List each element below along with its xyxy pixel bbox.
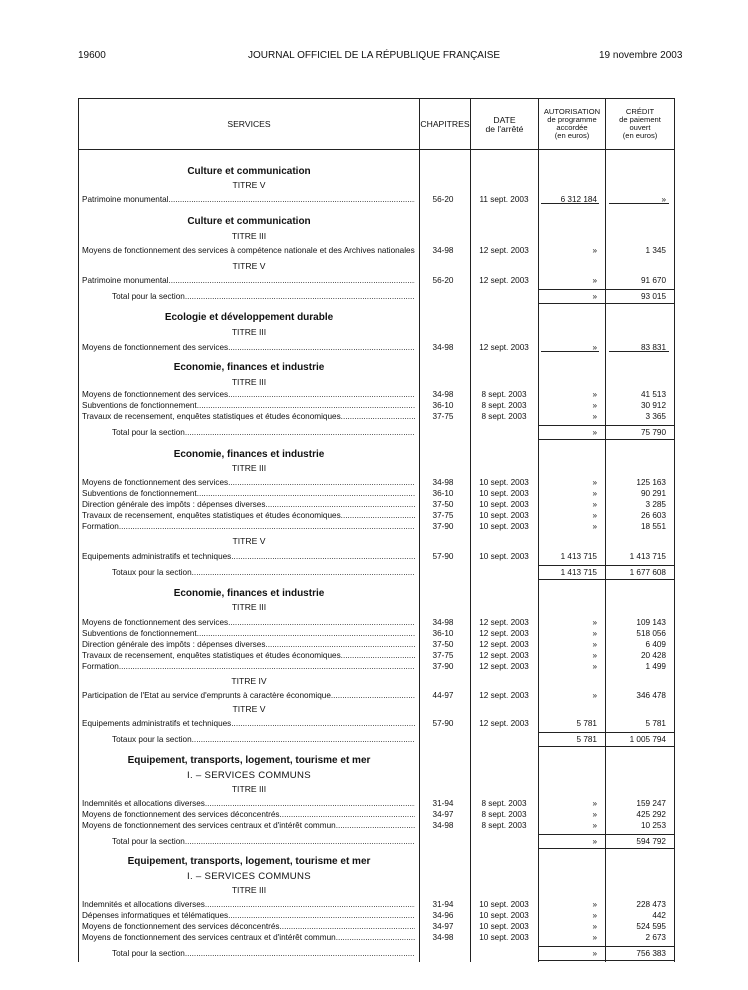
- credit-cell: 109 143: [636, 618, 666, 627]
- table-row: [79, 628, 674, 639]
- credit-cell: 18 551: [640, 522, 666, 531]
- service-label: Travaux de recensement, enquêtes statistiques et études économiques .....: [82, 411, 415, 422]
- table-row: [79, 690, 674, 701]
- credit-cell: 159 247: [636, 799, 666, 808]
- credit-cell: 2 673: [645, 933, 666, 942]
- table-row: [79, 661, 674, 672]
- credit-cell: 425 292: [636, 810, 666, 819]
- service-label: Total pour la section .....: [112, 836, 415, 847]
- credit-cell: 90 291: [640, 489, 666, 498]
- autorisation-cell: »: [592, 390, 597, 399]
- table-row: [79, 400, 674, 411]
- cell-underline: [541, 351, 599, 352]
- total-box: [538, 565, 674, 580]
- date-cell: 10 sept. 2003: [479, 489, 529, 498]
- service-label: Direction générale des impôts : dépenses diverses .....: [82, 499, 415, 510]
- chapitre-cell: 34-98: [432, 618, 454, 627]
- date-cell: 12 sept. 2003: [479, 651, 529, 660]
- titre-heading: TITRE III: [231, 602, 267, 612]
- service-label: Subventions de fonctionnement .....: [82, 400, 415, 411]
- credit-cell: 41 513: [640, 390, 666, 399]
- credit-cell: 1 005 794: [629, 735, 666, 744]
- service-label: Equipements administratifs et techniques .....: [82, 551, 415, 562]
- service-label: Direction générale des impôts : dépenses diverses .....: [82, 639, 415, 650]
- col-autorisation-line3: accordée: [556, 123, 588, 132]
- table-row: [79, 499, 674, 510]
- autorisation-cell: »: [592, 900, 597, 909]
- credit-cell: 75 790: [640, 428, 666, 437]
- service-label: Total pour la section .....: [112, 291, 415, 302]
- cell-underline: [609, 203, 669, 204]
- date-cell: 8 sept. 2003: [481, 799, 527, 808]
- titre-heading: TITRE V: [232, 536, 266, 546]
- date-cell: 10 sept. 2003: [479, 900, 529, 909]
- date-cell: 12 sept. 2003: [479, 640, 529, 649]
- titre-heading: TITRE IV: [231, 676, 267, 686]
- table-row: [79, 477, 674, 488]
- chapitre-cell: 36-10: [432, 489, 454, 498]
- credit-cell: 1 499: [645, 662, 666, 671]
- col-services: SERVICES: [227, 119, 271, 129]
- date-cell: 8 sept. 2003: [481, 821, 527, 830]
- service-label: Moyens de fonctionnement des services centraux et d'intérêt commun .....: [82, 932, 415, 943]
- col-autorisation-line2: de programme: [547, 115, 597, 124]
- autorisation-cell: 5 781: [576, 719, 597, 728]
- autorisation-cell: »: [592, 810, 597, 819]
- autorisation-cell: »: [592, 640, 597, 649]
- chapitre-cell: 36-10: [432, 629, 454, 638]
- service-label: Moyens de fonctionnement des services déconcentrés .....: [82, 809, 415, 820]
- service-label: Moyens de fonctionnement des services déconcentrés .....: [82, 921, 415, 932]
- table-row: [79, 521, 674, 532]
- total-box: [538, 732, 674, 747]
- credit-cell: 20 428: [640, 651, 666, 660]
- service-label: Totaux pour la section .....: [112, 734, 415, 745]
- autorisation-cell: »: [592, 500, 597, 509]
- service-label: Moyens de fonctionnement des services .....: [82, 477, 415, 488]
- autorisation-cell: 1 413 715: [560, 568, 597, 577]
- titre-heading: TITRE III: [231, 377, 267, 387]
- autorisation-cell: »: [592, 651, 597, 660]
- credit-cell: 3 285: [645, 500, 666, 509]
- autorisation-cell: »: [592, 662, 597, 671]
- credit-cell: 3 365: [645, 412, 666, 421]
- chapitre-cell: 31-94: [432, 799, 454, 808]
- date-cell: 8 sept. 2003: [481, 810, 527, 819]
- service-label: Moyens de fonctionnement des services centraux et d'intérêt commun .....: [82, 820, 415, 831]
- table-row: [79, 921, 674, 932]
- service-label: Total pour la section .....: [112, 948, 415, 959]
- date-cell: 12 sept. 2003: [479, 662, 529, 671]
- col-credit: [606, 108, 674, 140]
- credit-cell: 518 056: [636, 629, 666, 638]
- service-label: Moyens de fonctionnement des services .....: [82, 617, 415, 628]
- date-cell: 12 sept. 2003: [479, 276, 529, 285]
- col-credit-line4: (en euros): [622, 131, 658, 140]
- service-label: Formation .....: [82, 521, 415, 532]
- chapitre-cell: 34-98: [432, 933, 454, 942]
- date-cell: 8 sept. 2003: [481, 412, 527, 421]
- service-label: Moyens de fonctionnement des services .....: [82, 342, 415, 353]
- table-row: [79, 275, 674, 286]
- col-credit-line3: ouvert: [629, 123, 651, 132]
- autorisation-cell: 5 781: [576, 735, 597, 744]
- credit-cell: 5 781: [645, 719, 666, 728]
- total-box: [538, 289, 674, 304]
- service-label: Moyens de fonctionnement des services .....: [82, 389, 415, 400]
- section-title: Culture et communication: [187, 166, 311, 177]
- total-box: [538, 834, 674, 849]
- date-cell: 12 sept. 2003: [479, 343, 529, 352]
- chapitre-cell: 34-98: [432, 821, 454, 830]
- col-credit-line2: de paiement: [619, 115, 661, 124]
- date-cell: 10 sept. 2003: [479, 500, 529, 509]
- autorisation-cell: 1 413 715: [560, 552, 597, 561]
- credit-cell: 228 473: [636, 900, 666, 909]
- autorisation-cell: »: [592, 522, 597, 531]
- chapitre-cell: 34-98: [432, 390, 454, 399]
- credit-cell: 1 413 715: [629, 552, 666, 561]
- autorisation-cell: »: [592, 618, 597, 627]
- credit-cell: 125 163: [636, 478, 666, 487]
- section-title: Equipement, transports, logement, tourisme et mer: [127, 755, 371, 766]
- autorisation-cell: »: [592, 401, 597, 410]
- autorisation-cell: »: [592, 949, 597, 958]
- credit-cell: 442: [652, 911, 666, 920]
- credit-cell: 6 409: [645, 640, 666, 649]
- date-cell: 12 sept. 2003: [479, 719, 529, 728]
- table-row: [79, 798, 674, 809]
- page-number: 19600: [78, 50, 106, 61]
- credit-cell: 594 792: [636, 837, 666, 846]
- credit-cell: »: [661, 195, 666, 204]
- header-divider: [79, 149, 674, 150]
- table-row: [79, 650, 674, 661]
- subsection-title: I. – SERVICES COMMUNS: [187, 770, 311, 781]
- subsection-title: I. – SERVICES COMMUNS: [187, 871, 311, 882]
- autorisation-cell: »: [592, 922, 597, 931]
- autorisation-cell: »: [592, 412, 597, 421]
- titre-heading: TITRE III: [231, 327, 267, 337]
- service-label: Patrimoine monumental .....: [82, 275, 415, 286]
- table-row: [79, 551, 674, 562]
- service-label: Indemnités et allocations diverses .....: [82, 798, 415, 809]
- credit-cell: 26 603: [640, 511, 666, 520]
- credit-cell: 756 383: [636, 949, 666, 958]
- date-cell: 12 sept. 2003: [479, 618, 529, 627]
- autorisation-cell: »: [592, 276, 597, 285]
- date-cell: 10 sept. 2003: [479, 922, 529, 931]
- col-date-line1: DATE: [493, 115, 516, 125]
- date-cell: 10 sept. 2003: [479, 478, 529, 487]
- titre-heading: TITRE V: [232, 261, 266, 271]
- chapitre-cell: 34-98: [432, 478, 454, 487]
- section-title: Equipement, transports, logement, tourisme et mer: [127, 856, 371, 867]
- section-title: Culture et communication: [187, 216, 311, 227]
- table-row: [79, 809, 674, 820]
- date-cell: 10 sept. 2003: [479, 522, 529, 531]
- section-title: Economie, finances et industrie: [173, 588, 325, 599]
- titre-heading: TITRE III: [231, 231, 267, 241]
- section-title: Economie, finances et industrie: [173, 449, 325, 460]
- chapitre-cell: 36-10: [432, 401, 454, 410]
- date-cell: 8 sept. 2003: [481, 390, 527, 399]
- date-cell: 8 sept. 2003: [481, 401, 527, 410]
- chapitre-cell: 34-97: [432, 922, 454, 931]
- chapitre-cell: 34-98: [432, 343, 454, 352]
- service-label: Subventions de fonctionnement .....: [82, 628, 415, 639]
- service-label: Participation de l'Etat au service d'emprunts à caractère économique .....: [82, 690, 415, 701]
- service-label: Travaux de recensement, enquêtes statistiques et études économiques .....: [82, 650, 415, 661]
- col-autorisation-line1: AUTORISATION: [543, 107, 601, 116]
- autorisation-cell: »: [592, 691, 597, 700]
- col-date-line2: de l'arrêté: [485, 124, 524, 134]
- date-cell: 12 sept. 2003: [479, 691, 529, 700]
- credits-table: [78, 98, 675, 962]
- col-date: [471, 116, 538, 134]
- chapitre-cell: 56-20: [432, 195, 454, 204]
- date-cell: 10 sept. 2003: [479, 552, 529, 561]
- table-row: [79, 617, 674, 628]
- total-box: [538, 425, 674, 440]
- table-row: [79, 510, 674, 521]
- col-autorisation: [539, 108, 605, 140]
- titre-heading: TITRE V: [232, 704, 266, 714]
- service-label: Dépenses informatiques et télématiques .....: [82, 910, 415, 921]
- table-row: [79, 245, 674, 256]
- service-label: Equipements administratifs et techniques .....: [82, 718, 415, 729]
- date-cell: 12 sept. 2003: [479, 629, 529, 638]
- date-cell: 10 sept. 2003: [479, 911, 529, 920]
- credit-cell: 91 670: [640, 276, 666, 285]
- chapitre-cell: 57-90: [432, 552, 454, 561]
- chapitre-cell: 37-75: [432, 651, 454, 660]
- titre-heading: TITRE V: [232, 180, 266, 190]
- credit-cell: 30 912: [640, 401, 666, 410]
- table-row: [79, 488, 674, 499]
- autorisation-cell: »: [592, 799, 597, 808]
- credit-cell: 93 015: [640, 292, 666, 301]
- table-row: [79, 718, 674, 729]
- autorisation-cell: »: [592, 511, 597, 520]
- credit-cell: 346 478: [636, 691, 666, 700]
- credit-cell: 10 253: [640, 821, 666, 830]
- date-cell: 12 sept. 2003: [479, 246, 529, 255]
- section-title: Economie, finances et industrie: [173, 362, 325, 373]
- credit-cell: 1 677 608: [629, 568, 666, 577]
- chapitre-cell: 37-75: [432, 511, 454, 520]
- journal-title: JOURNAL OFFICIEL DE LA RÉPUBLIQUE FRANÇAISE: [248, 50, 501, 61]
- titre-heading: TITRE III: [231, 885, 267, 895]
- table-row: [79, 932, 674, 943]
- chapitre-cell: 37-90: [432, 522, 454, 531]
- service-label: Moyens de fonctionnement des services à compétence nationale et des Archives nationales .....: [82, 245, 415, 256]
- credit-cell: 524 595: [636, 922, 666, 931]
- autorisation-cell: »: [592, 911, 597, 920]
- table-row: [79, 910, 674, 921]
- table-row: [79, 820, 674, 831]
- autorisation-cell: »: [592, 428, 597, 437]
- chapitre-cell: 34-96: [432, 911, 454, 920]
- autorisation-cell: »: [592, 837, 597, 846]
- service-label: Total pour la section .....: [112, 427, 415, 438]
- chapitre-cell: 37-50: [432, 500, 454, 509]
- table-row: [79, 411, 674, 422]
- cell-underline: [609, 351, 669, 352]
- date-cell: 10 sept. 2003: [479, 511, 529, 520]
- autorisation-cell: »: [592, 246, 597, 255]
- credit-cell: 1 345: [645, 246, 666, 255]
- date-cell: 11 sept. 2003: [479, 195, 529, 204]
- col-autorisation-line4: (en euros): [554, 131, 590, 140]
- titre-heading: TITRE III: [231, 463, 267, 473]
- service-label: Subventions de fonctionnement .....: [82, 488, 415, 499]
- table-row: [79, 639, 674, 650]
- publication-date: 19 novembre 2003: [599, 50, 683, 61]
- total-box: [538, 946, 674, 961]
- chapitre-cell: 31-94: [432, 900, 454, 909]
- autorisation-cell: »: [592, 489, 597, 498]
- chapitre-cell: 44-97: [432, 691, 454, 700]
- chapitre-cell: 34-97: [432, 810, 454, 819]
- col-credit-line1: CRÉDIT: [625, 107, 655, 116]
- chapitre-cell: 57-90: [432, 719, 454, 728]
- date-cell: 10 sept. 2003: [479, 933, 529, 942]
- chapitre-cell: 56-20: [432, 276, 454, 285]
- chapitre-cell: 37-50: [432, 640, 454, 649]
- service-label: Totaux pour la section .....: [112, 567, 415, 578]
- autorisation-cell: »: [592, 821, 597, 830]
- titre-heading: TITRE III: [231, 784, 267, 794]
- autorisation-cell: 6 312 184: [560, 195, 597, 204]
- section-title: Ecologie et développement durable: [164, 312, 334, 323]
- autorisation-cell: »: [592, 933, 597, 942]
- service-label: Travaux de recensement, enquêtes statistiques et études économiques .....: [82, 510, 415, 521]
- col-chapitres: CHAPITRES: [420, 119, 470, 129]
- service-label: Indemnités et allocations diverses .....: [82, 899, 415, 910]
- autorisation-cell: »: [592, 343, 597, 352]
- service-label: Patrimoine monumental .....: [82, 194, 415, 205]
- autorisation-cell: »: [592, 629, 597, 638]
- chapitre-cell: 37-75: [432, 412, 454, 421]
- autorisation-cell: »: [592, 478, 597, 487]
- chapitre-cell: 34-98: [432, 246, 454, 255]
- table-row: [79, 899, 674, 910]
- cell-underline: [541, 203, 599, 204]
- table-row: [79, 389, 674, 400]
- autorisation-cell: »: [592, 292, 597, 301]
- chapitre-cell: 37-90: [432, 662, 454, 671]
- service-label: Formation .....: [82, 661, 415, 672]
- credit-cell: 83 831: [640, 343, 666, 352]
